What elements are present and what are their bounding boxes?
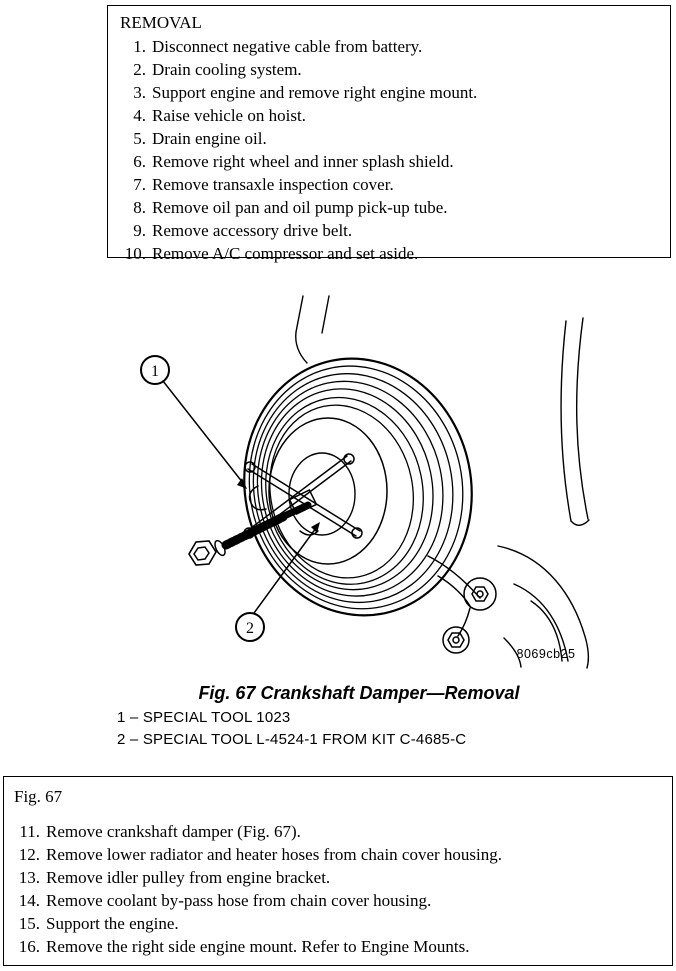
legend-item-1: 1 – SPECIAL TOOL 1023 <box>117 709 291 726</box>
step-text: Raise vehicle on hoist. <box>152 106 306 125</box>
removal-procedure-box <box>107 5 671 263</box>
continuation-box <box>3 776 673 966</box>
removal-step <box>116 127 662 150</box>
step-text: Remove right wheel and inner splash shield. <box>152 152 454 171</box>
removal-step <box>116 242 662 265</box>
removal-step <box>116 150 662 173</box>
step-text: Remove crankshaft damper (Fig. 67). <box>46 822 301 841</box>
step-number: 14. <box>18 891 40 910</box>
bolt-hex-upper <box>472 587 488 601</box>
step-number: 12. <box>18 845 40 864</box>
step-number: 3. <box>133 83 146 102</box>
removal-step <box>116 81 662 104</box>
step-text: Remove idler pulley from engine bracket. <box>46 868 331 887</box>
step-number: 15. <box>18 914 40 933</box>
legend-item-2: 2 – SPECIAL TOOL L-4524-1 FROM KIT C-4685-C <box>117 731 467 748</box>
step-text: Remove accessory drive belt. <box>152 221 353 240</box>
step-number: 7. <box>133 175 146 194</box>
removal-step <box>116 219 662 242</box>
step-text: Drain engine oil. <box>152 129 267 148</box>
removal-step <box>116 196 662 219</box>
removal-step <box>116 173 662 196</box>
step-text: Remove lower radiator and heater hoses from chain cover housing. <box>46 845 503 864</box>
callout-2-number: 2 <box>246 620 254 637</box>
threaded-shaft <box>226 517 283 545</box>
step-text: Remove the right side engine mount. Refer to Engine Mounts. <box>46 937 470 956</box>
callout-1-arrowhead <box>237 478 247 489</box>
step-text: Remove coolant by-pass hose from chain cover housing. <box>46 891 432 910</box>
step-number: 8. <box>133 198 146 217</box>
step-text: Support engine and remove right engine mount. <box>152 83 478 102</box>
step-number: 6. <box>133 152 146 171</box>
step-number: 11. <box>19 822 40 841</box>
callout-2-marker <box>236 522 320 641</box>
removal-step <box>116 104 662 127</box>
removal-title: REMOVAL <box>120 13 202 32</box>
figure-legend <box>117 707 466 751</box>
puller-tool <box>189 454 362 565</box>
crankshaft-damper-pulley <box>221 337 496 636</box>
callout-1-number: 1 <box>151 363 159 380</box>
step-number: 4. <box>133 106 146 125</box>
continuation-title: Fig. 67 <box>14 787 63 806</box>
bolt-hex-lower <box>448 633 464 647</box>
removal-steps <box>116 35 662 265</box>
continuation-step <box>10 889 662 912</box>
callout-1-marker <box>141 356 247 489</box>
crankshaft-damper-illustration <box>0 295 676 680</box>
figure-caption: Fig. 67 Crankshaft Damper—Removal <box>198 683 520 703</box>
continuation-step <box>10 866 662 889</box>
hex-drive-head <box>189 541 216 565</box>
step-number: 16. <box>18 937 40 956</box>
step-number: 1. <box>133 37 146 56</box>
step-text: Support the engine. <box>46 914 179 933</box>
continuation-steps <box>10 820 662 958</box>
removal-step <box>116 35 662 58</box>
continuation-step <box>10 912 662 935</box>
figure-code: 8069cb25 <box>516 647 576 661</box>
continuation-step <box>10 843 662 866</box>
step-text: Remove transaxle inspection cover. <box>152 175 394 194</box>
step-number: 10. <box>124 244 146 263</box>
step-text: Remove A/C compressor and set aside. <box>152 244 419 263</box>
step-number: 5. <box>133 129 146 148</box>
step-number: 9. <box>133 221 146 240</box>
step-text: Disconnect negative cable from battery. <box>152 37 423 56</box>
step-text: Drain cooling system. <box>152 60 302 79</box>
continuation-step <box>10 820 662 843</box>
step-number: 2. <box>133 60 146 79</box>
continuation-step <box>10 935 662 958</box>
step-text: Remove oil pan and oil pump pick-up tube. <box>152 198 448 217</box>
removal-step <box>116 58 662 81</box>
step-number: 13. <box>18 868 40 887</box>
